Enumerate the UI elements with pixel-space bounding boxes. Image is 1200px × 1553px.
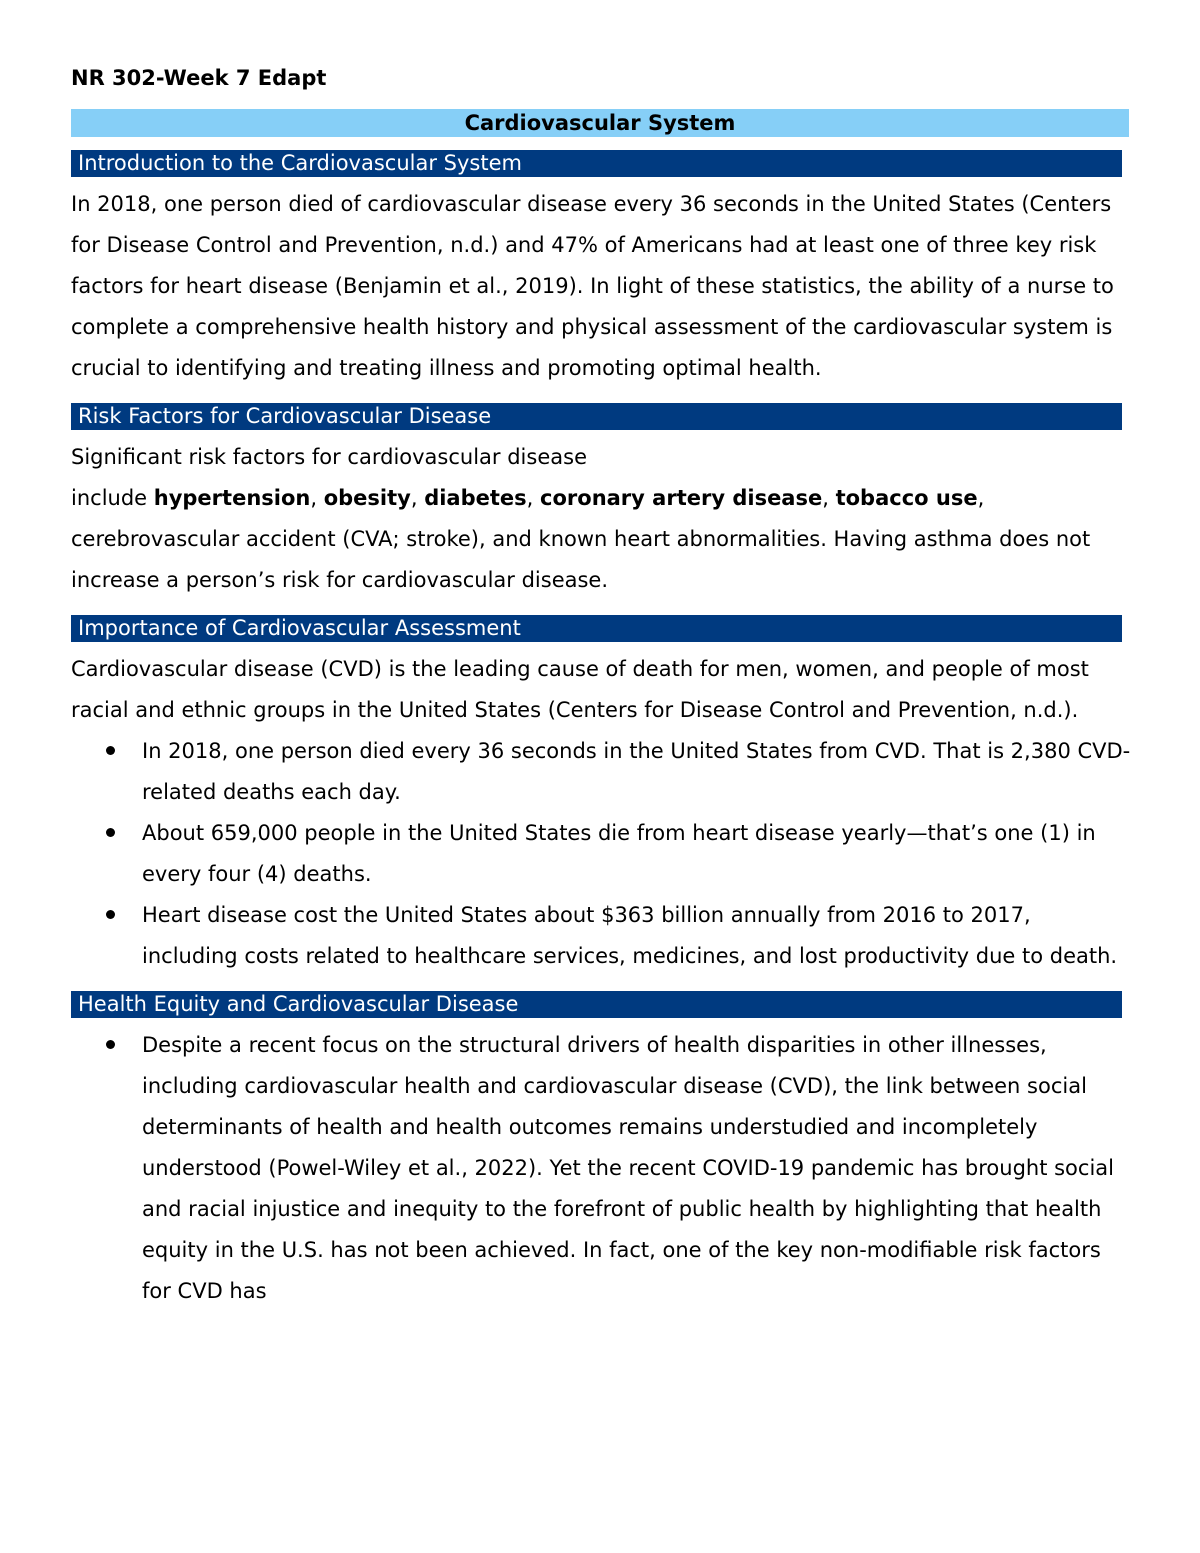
section-introduction (71, 150, 1131, 389)
importance-bullet-list (71, 731, 1131, 977)
list-item: About 659,000 people in the United States die from heart disease yearly—that’s one (1) in every four (4) deaths. (71, 813, 1131, 895)
bullet-dot-icon (106, 746, 115, 755)
section-risk-factors (71, 403, 1131, 601)
bullet-dot-icon (106, 828, 115, 837)
include-word: include (71, 486, 154, 510)
risk-factors-rest: cerebrovascular accident (CVA; stroke), and known heart abnormalities. Having asthma does not increase a person’s risk for cardiovascular disease. (71, 527, 1091, 592)
main-heading-banner: Cardiovascular System (71, 109, 1129, 137)
section-heading-importance: Importance of Cardiovascular Assessment (71, 615, 1122, 642)
section-heading-introduction: Introduction to the Cardiovascular System (71, 150, 1122, 177)
list-item: Despite a recent focus on the structural drivers of health disparities in other illnesses, including cardiovascular health and cardiovascular disease (CVD), the link between social determinants of health and health outcomes remains understudied and incompletely understood (Powel-Wiley et al., 2022). Yet the recent COVID-19 pandemic has brought social and racial injustice and inequity to the forefront of public health by highlighting that health equity in the U.S. has not been achieved. In fact, one of the key non-modifiable risk factors for CVD has (71, 1025, 1131, 1312)
health-equity-bullet-list (71, 1025, 1131, 1312)
risk-factors-paragraph: include hypertension, obesity, diabetes, coronary artery disease, tobacco use, cerebrovascular accident (CVA; stroke), and known heart abnormalities. Having asthma does not increase a person’s risk for cardiovascular disease. (71, 486, 1091, 592)
bullet-dot-icon (106, 910, 115, 919)
section-heading-risk-factors: Risk Factors for Cardiovascular Disease (71, 403, 1122, 430)
list-item: Heart disease cost the United States about $363 billion annually from 2016 to 2017, including costs related to healthcare services, medicines, and lost productivity due to death. (71, 895, 1131, 977)
risk-term-diabetes: diabetes (424, 486, 527, 510)
bullet-dot-icon (106, 1040, 115, 1049)
risk-factors-line1: Significant risk factors for cardiovascular disease (71, 445, 587, 469)
importance-paragraph: Cardiovascular disease (CVD) is the leading cause of death for men, women, and people of most racial and ethnic groups in the United States (Centers for Disease Control and Prevention, n.d.). (71, 657, 1089, 722)
risk-term-obesity: obesity (323, 486, 411, 510)
risk-term-hypertension: hypertension (153, 486, 311, 510)
document-page (71, 64, 1131, 1326)
document-title: NR 302-Week 7 Edapt (71, 66, 327, 90)
section-heading-health-equity: Health Equity and Cardiovascular Disease (71, 991, 1122, 1018)
risk-term-cad: coronary artery disease (540, 486, 823, 510)
list-item: In 2018, one person died every 36 seconds in the United States from CVD. That is 2,380 CVD-related deaths each day. (71, 731, 1131, 813)
section-health-equity (71, 991, 1131, 1312)
introduction-paragraph: In 2018, one person died of cardiovascular disease every 36 seconds in the United States (Centers for Disease Control and Prevention, n.d.) and 47% of Americans had at least one of three key risk factors for heart disease (Benjamin et al., 2019). In light of these statistics, the ability of a nurse to complete a comprehensive health history and physical assessment of the cardiovascular system is crucial to identifying and treating illness and promoting optimal health. (71, 192, 1114, 380)
section-importance (71, 615, 1131, 977)
risk-term-tobacco: tobacco use (835, 486, 978, 510)
